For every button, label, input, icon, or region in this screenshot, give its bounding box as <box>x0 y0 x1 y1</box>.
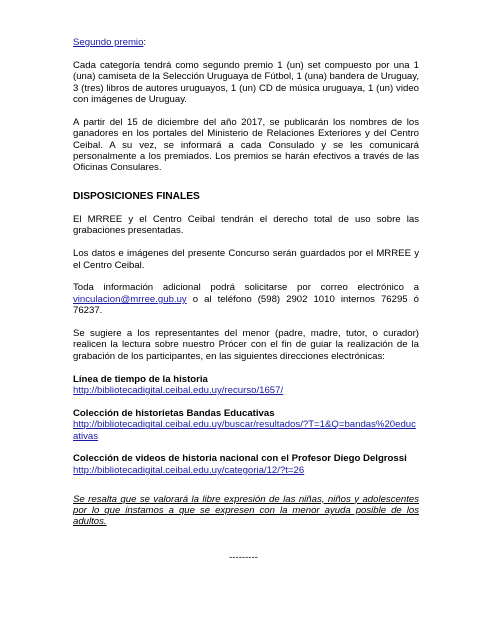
info-lead-text: Toda información adicional podrá solicitarse por correo electrónico a <box>73 282 419 294</box>
datos-imagenes-paragraph: Los datos e imágenes del presente Concurso serán guardados por el MRREE y el Centro Ceibal. <box>73 248 419 271</box>
segundo-premio-paragraph: Cada categoría tendrá como segundo premio 1 (un) set compuesto por una 1 (una) camiseta de la Selección Uruguaya de Fútbol, 1 (una) bandera de Uruguay, 3 (tres) libros de autores uruguayos, 1 (un) CD de música uruguaya, 1 (un) video con imágenes de Uruguay. <box>73 59 419 106</box>
libre-expresion-note: Se resalta que se valorará la libre expresión de las niñas, niños y adolescentes por lo que instamos a que se expresen con la menor ayuda posible de los adultos. <box>73 493 419 528</box>
segundo-premio-title-line <box>73 37 419 48</box>
resource-link-historietas[interactable]: http://bibliotecadigital.ceibal.edu.uy/buscar/resultados/?T=1&Q=bandas%20educativas <box>73 419 416 442</box>
resource-title-videos: Colección de videos de historia nacional con el Profesor Diego Delgrossi <box>73 453 407 465</box>
disposiciones-heading: DISPOSICIONES FINALES <box>73 191 200 203</box>
informacion-adicional-paragraph <box>73 282 419 316</box>
derecho-uso-paragraph: El MRREE y el Centro Ceibal tendrán el derecho total de uso sobre las grabaciones presentadas. <box>73 214 419 237</box>
resource-link-linea-tiempo[interactable]: http://bibliotecadigital.ceibal.edu.uy/recurso/1657/ <box>73 385 284 397</box>
sugerencia-paragraph: Se sugiere a los representantes del menor (padre, madre, tutor, o curador) realicen la lectura sobre nuestro Prócer con el fin de guiar la realización de la grabación de los participantes, en las siguientes direcciones electrónicas: <box>73 328 419 362</box>
page-end-marker: --------- <box>229 552 258 563</box>
resource-title-historietas: Colección de historietas Bandas Educativas <box>73 407 275 419</box>
segundo-premio-title: Segundo premio <box>73 37 144 48</box>
publicacion-ganadores-paragraph: A partir del 15 de diciembre del año 2017, se publicarán los nombres de los ganadores en los portales del Ministerio de Relaciones Exteriores y del Centro Ceibal. A su vez, se informará a cada Consulado y se les comunicará personalmente a los premiados. Los premios se harán efectivos a través de las Oficinas Consulares. <box>73 116 419 174</box>
title-colon: : <box>143 37 147 48</box>
resource-title-linea-tiempo: Línea de tiempo de la historia <box>73 373 208 385</box>
info-phone-text: o al teléfono (598) 2902 1010 internos 76295 ó 76237. <box>73 293 419 317</box>
resource-link-videos[interactable]: http://bibliotecadigital.ceibal.edu.uy/categoria/12/?t=26 <box>73 464 305 476</box>
contact-email-link[interactable]: vinculacion@mrree.gub.uy <box>73 293 187 305</box>
